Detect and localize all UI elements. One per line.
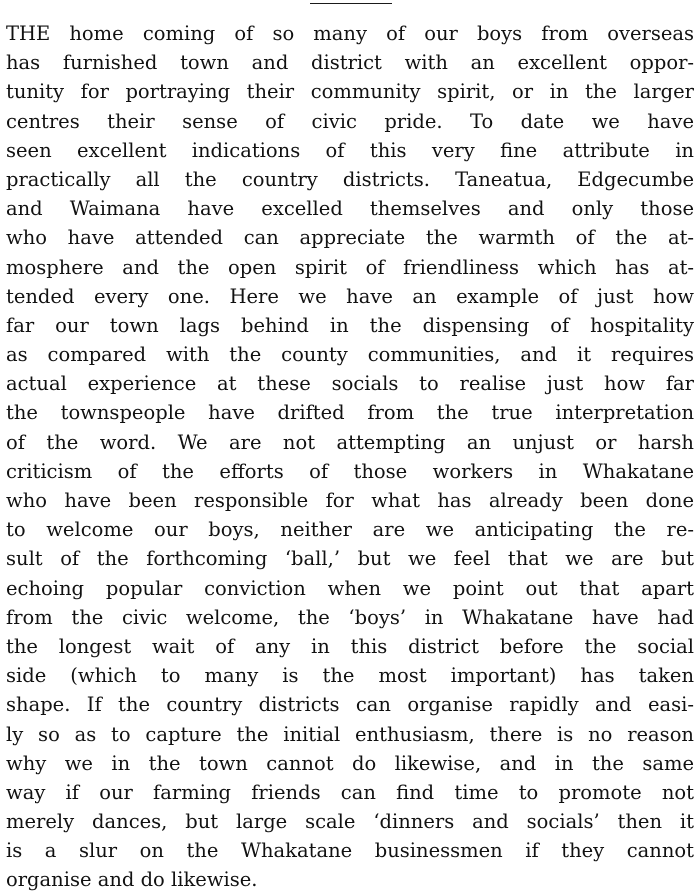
article-line: and Waimana have excelled themselves and only those: [6, 197, 694, 221]
article-line: ly so as to capture the initial enthusiasm, there is no reason: [6, 722, 694, 746]
article-line: actual experience at these socials to realise just how far: [6, 372, 694, 396]
article-column: [6, 19, 694, 895]
article-line: the townspeople have drifted from the true interpretation: [6, 401, 694, 425]
article-line: mosphere and the open spirit of friendliness which has at-: [6, 255, 694, 279]
article-line: criticism of the efforts of those workers in Whakatane: [6, 459, 694, 483]
article-line: way if our farming friends can find time to promote not: [6, 780, 694, 804]
article-line: side (which to many is the most important) has taken: [6, 664, 694, 688]
article-line: practically all the country districts. Taneatua, Edgecumbe: [6, 167, 694, 191]
article-line: merely dances, but large scale ‘dinners and socials’ then it: [6, 810, 694, 834]
article-line: tended every one. Here we have an example of just how: [6, 284, 694, 308]
article-line: has furnished town and district with an excellent oppor-: [6, 51, 694, 75]
header-rule: [310, 3, 392, 4]
article-line: to welcome our boys, neither are we anticipating the re-: [6, 518, 694, 542]
article-line: organise and do likewise.: [6, 868, 258, 892]
article-line: is a slur on the Whakatane businessmen if they cannot: [6, 839, 694, 863]
article-line: shape. If the country districts can organise rapidly and easi-: [6, 693, 694, 717]
article-line: centres their sense of civic pride. To date we have: [6, 109, 694, 133]
article-line: far our town lags behind in the dispensing of hospitality: [6, 313, 694, 337]
article-line: THE home coming of so many of our boys from overseas: [6, 22, 694, 45]
article-line: seen excellent indications of this very fine attribute in: [6, 138, 694, 162]
article-line: sult of the forthcoming ‘ball,’ but we feel that we are but: [6, 547, 694, 571]
article-line: tunity for portraying their community spirit, or in the larger: [6, 80, 694, 104]
article-line: of the word. We are not attempting an unjust or harsh: [6, 430, 694, 454]
article-line: from the civic welcome, the ‘boys’ in Whakatane have had: [6, 605, 694, 629]
article-line: why we in the town cannot do likewise, and in the same: [6, 751, 694, 775]
article-line: who have attended can appreciate the warmth of the at-: [6, 226, 694, 250]
article-line: as compared with the county communities, and it requires: [6, 343, 694, 367]
article-line: the longest wait of any in this district before the social: [6, 634, 694, 658]
article-line: echoing popular conviction when we point out that apart: [6, 576, 694, 600]
article-line: who have been responsible for what has already been done: [6, 489, 694, 512]
